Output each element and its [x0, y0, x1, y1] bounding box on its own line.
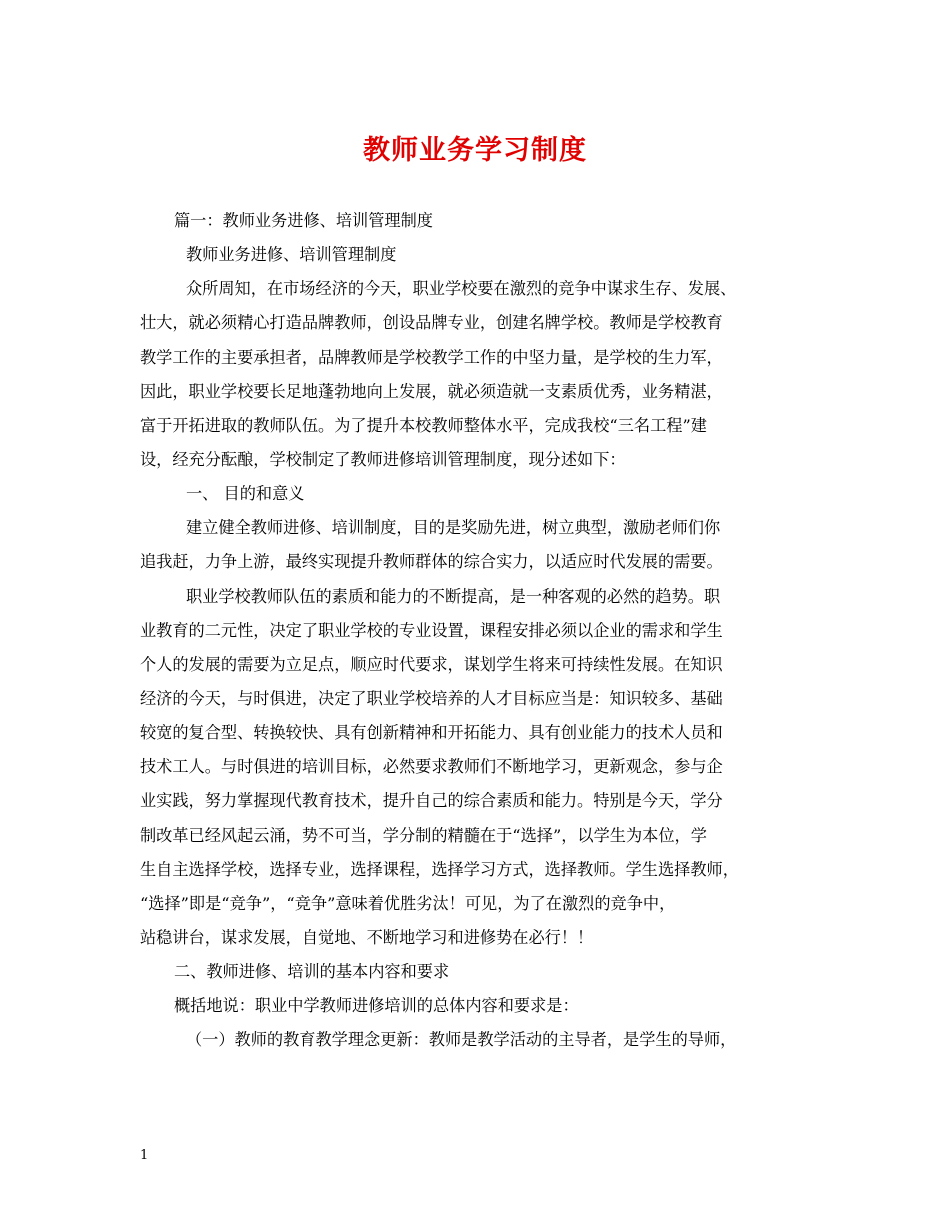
- text-line: 富于开拓进取的教师队伍。为了提升本校教师整体水平，完成我校“三名工程”建: [140, 415, 707, 435]
- text-line: 建立健全教师进修、培训制度，目的是奖励先进，树立典型，激励老师们你: [186, 518, 721, 538]
- text-line: 职业学校教师队伍的素质和能力的不断提高，是一种客观的必然的趋势。职: [186, 586, 721, 606]
- text-line: 站稳讲台，谋求发展，自觉地、不断地学习和进修势在必行！！: [140, 927, 594, 947]
- text-line: （一）教师的教育教学理念更新：教师是教学活动的主导者，是学生的导师，: [186, 1030, 737, 1050]
- text-line: 教师业务进修、培训管理制度: [186, 245, 397, 265]
- document-body: [140, 204, 830, 1058]
- text-line: 教学工作的主要承担者，品牌教师是学校教学工作的中坚力量，是学校的生力军，: [140, 347, 723, 367]
- text-line: 众所周知，在市场经济的今天，职业学校要在激烈的竞争中谋求生存、发展、: [186, 279, 737, 299]
- text-line: “选择”即是“竞争”，“竞争”意味着优胜劣汰！可见，为了在激烈的竞争中，: [140, 893, 676, 913]
- text-line: 业实践，努力掌握现代教育技术，提升自己的综合素质和能力。特别是今天，学分: [140, 791, 723, 811]
- text-line: 经济的今天，与时俱进，决定了职业学校培养的人才目标应当是：知识较多、基础: [140, 688, 723, 708]
- text-line: 因此，职业学校要长足地蓬勃地向上发展，就必须造就一支素质优秀，业务精湛，: [140, 381, 723, 401]
- text-line: 业教育的二元性，决定了职业学校的专业设置，课程安排必须以企业的需求和学生: [140, 620, 723, 640]
- text-line: 制改革已经风起云涌，势不可当，学分制的精髓在于“选择”，以学生为本位，学: [140, 825, 707, 845]
- text-line: 二、教师进修、培训的基本内容和要求: [174, 962, 450, 982]
- text-line: 个人的发展的需要为立足点，顺应时代要求，谋划学生将来可持续性发展。在知识: [140, 654, 723, 674]
- text-line: 概括地说：职业中学教师进修培训的总体内容和要求是：: [174, 996, 579, 1016]
- text-line: 壮大，就必须精心打造品牌教师，创设品牌专业，创建名牌学校。教师是学校教育: [140, 313, 723, 333]
- text-line: 较宽的复合型、转换较快、具有创新精神和开拓能力、具有创业能力的技术人员和: [140, 723, 723, 743]
- text-line: 篇一：教师业务进修、培训管理制度: [174, 211, 433, 230]
- text-line: 设，经充分酝酿，学校制定了教师进修培训管理制度，现分述如下：: [140, 449, 626, 469]
- text-line: 生自主选择学校，选择专业，选择课程，选择学习方式，选择教师。学生选择教师，: [140, 859, 739, 879]
- document-title: 教师业务学习制度: [363, 135, 587, 166]
- text-line: 技术工人。与时俱进的培训目标，必然要求教师们不断地学习，更新观念，参与企: [140, 757, 723, 777]
- text-line: 一、 目的和意义: [186, 484, 305, 504]
- page-number: 1: [140, 1148, 149, 1163]
- text-line: 追我赶，力争上游，最终实现提升教师群体的综合实力，以适应时代发展的需要。: [140, 552, 723, 572]
